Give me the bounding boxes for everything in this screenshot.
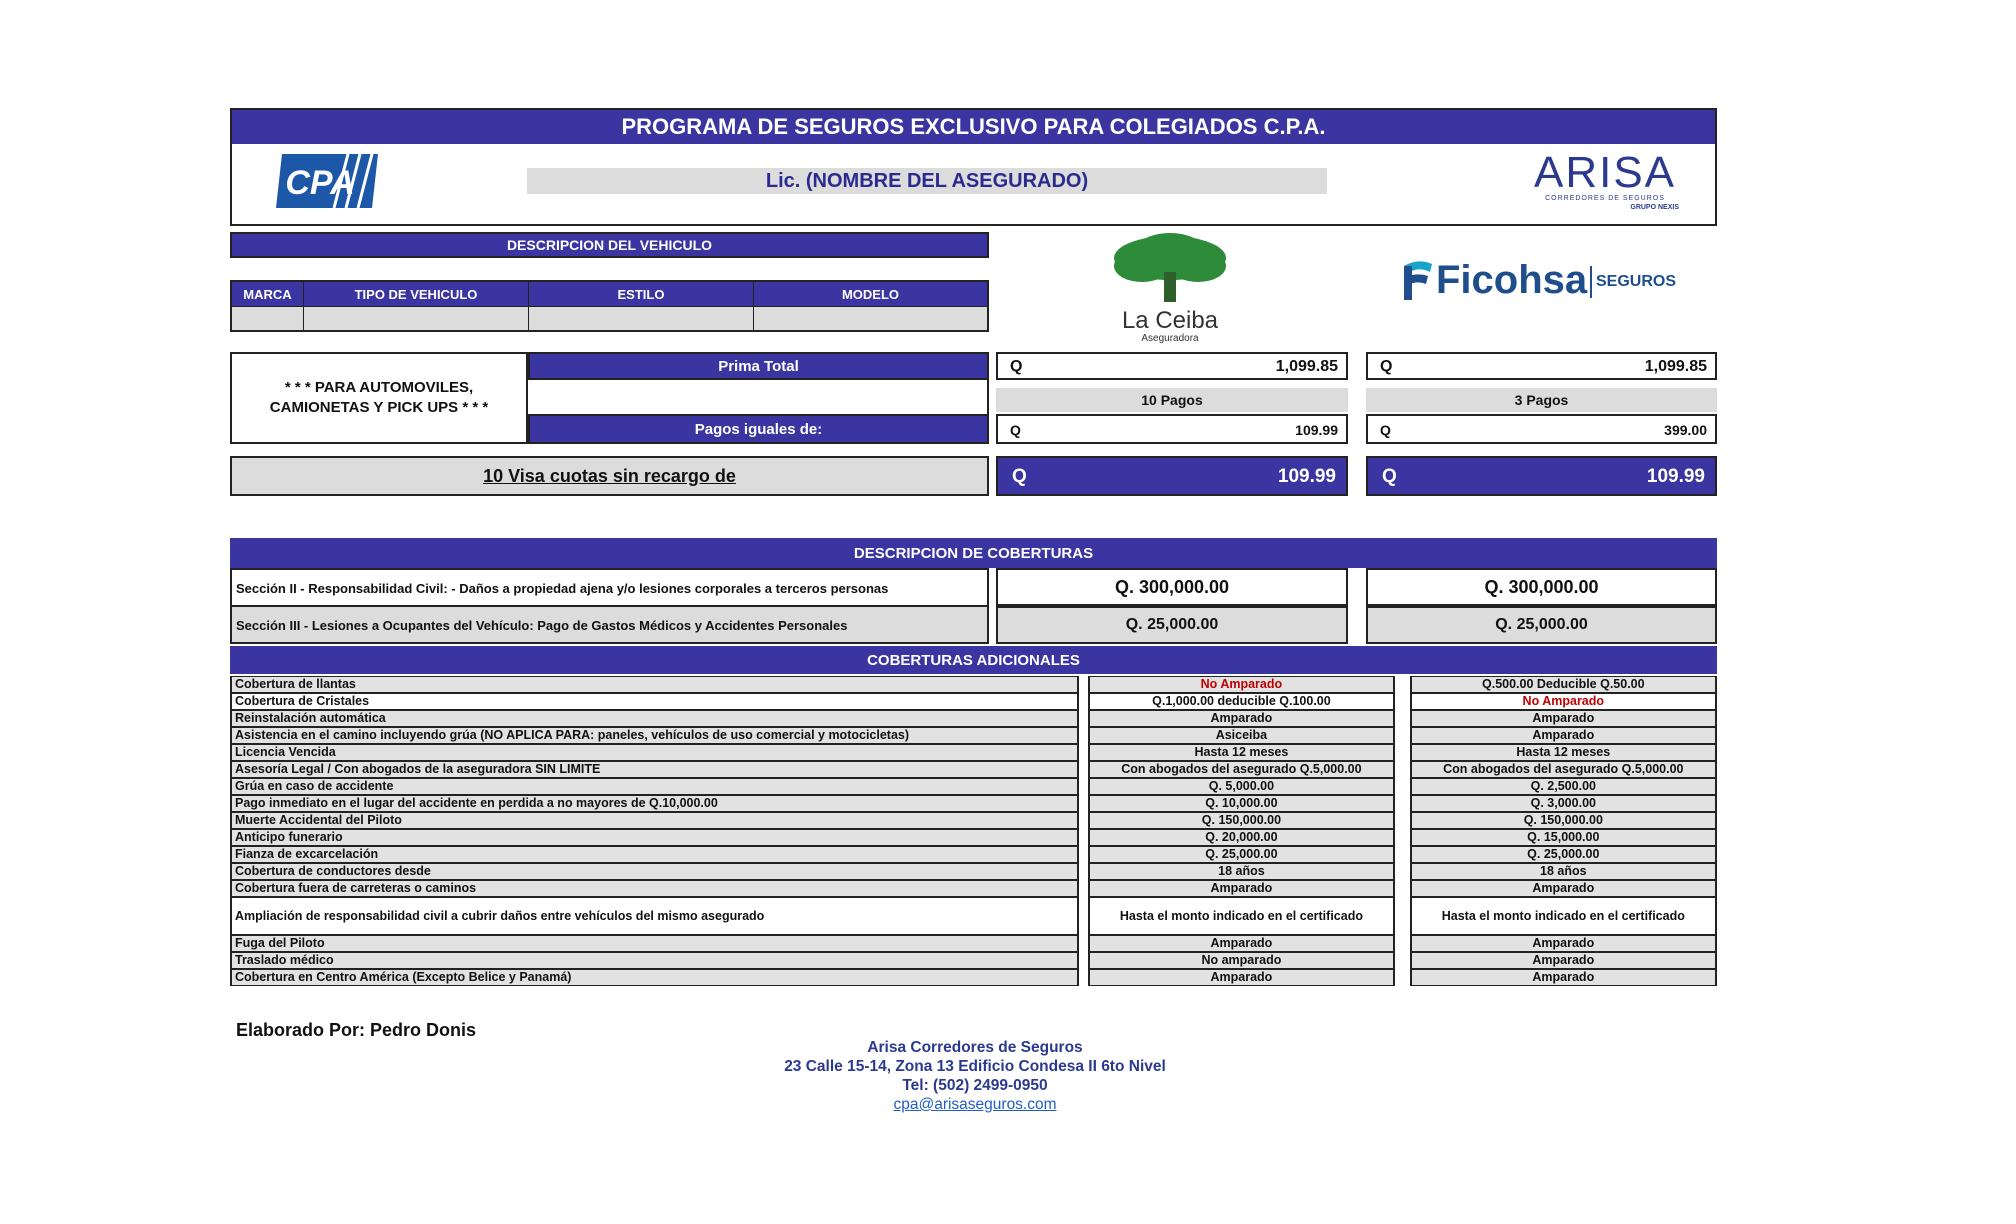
adicional-row bbox=[230, 727, 1717, 744]
pago-a-value: 109.99 bbox=[1295, 422, 1338, 438]
cobertura-label: Sección II - Responsabilidad Civil: - Daños a propiedad ajena y/o lesiones corporales a terceros personas bbox=[230, 568, 989, 606]
adicional-label: Cobertura de conductores desde bbox=[230, 863, 1079, 880]
arisa-logo-text: ARISA bbox=[1533, 148, 1677, 197]
column-gap bbox=[1079, 969, 1088, 986]
footer-company: Arisa Corredores de Seguros bbox=[867, 1039, 1083, 1056]
column-gap bbox=[1079, 727, 1088, 744]
pago-b bbox=[1366, 414, 1717, 444]
col-estilo: ESTILO bbox=[529, 282, 754, 306]
footer-email[interactable]: cpa@arisaseguros.com bbox=[893, 1096, 1057, 1113]
column-gap bbox=[1395, 812, 1410, 829]
column-gap bbox=[1395, 710, 1410, 727]
column-gap bbox=[1395, 693, 1410, 710]
page-title: PROGRAMA DE SEGUROS EXCLUSIVO PARA COLEGIADOS C.P.A. bbox=[232, 110, 1715, 144]
la-ceiba-name: La Ceiba bbox=[1121, 307, 1219, 334]
ficohsa-divider bbox=[1590, 266, 1592, 298]
adicional-value-a: Q.1,000.00 deducible Q.100.00 bbox=[1088, 693, 1395, 710]
adicional-value-b: Q. 2,500.00 bbox=[1410, 778, 1717, 795]
arisa-logo-sub: CORREDORES DE SEGUROS bbox=[1545, 195, 1665, 202]
adicional-row bbox=[230, 761, 1717, 778]
adicional-row bbox=[230, 693, 1717, 710]
adicional-row bbox=[230, 778, 1717, 795]
adicional-value-a: Amparado bbox=[1088, 880, 1395, 897]
adicional-row bbox=[230, 952, 1717, 969]
column-gap bbox=[1395, 778, 1410, 795]
prima-a-currency: Q bbox=[1010, 358, 1023, 375]
visa-label-box bbox=[230, 456, 989, 496]
la-ceiba-sub: Aseguradora bbox=[1141, 333, 1199, 344]
adicional-value-a: Con abogados del asegurado Q.5,000.00 bbox=[1088, 761, 1395, 778]
column-gap bbox=[1395, 744, 1410, 761]
column-gap bbox=[1079, 846, 1088, 863]
column-gap bbox=[1079, 935, 1088, 952]
adicional-row bbox=[230, 863, 1717, 880]
cobertura-label: Sección III - Lesiones a Ocupantes del Vehículo: Pago de Gastos Médicos y Accidentes Personales bbox=[230, 606, 989, 644]
pago-b-currency: Q bbox=[1380, 422, 1391, 438]
adicional-value-b: No Amparado bbox=[1410, 693, 1717, 710]
adicional-label: Pago inmediato en el lugar del accidente en perdida a no mayores de Q.10,000.00 bbox=[230, 795, 1079, 812]
ficohsa-mark-icon bbox=[1400, 258, 1434, 302]
cobertura-value-a: Q. 25,000.00 bbox=[996, 606, 1348, 644]
adicional-value-a: No amparado bbox=[1088, 952, 1395, 969]
adicional-row bbox=[230, 676, 1717, 693]
cpa-logo bbox=[268, 150, 388, 212]
adicional-value-b: Con abogados del asegurado Q.5,000.00 bbox=[1410, 761, 1717, 778]
plan-a: 10 Pagos bbox=[996, 388, 1348, 412]
adicional-label: Anticipo funerario bbox=[230, 829, 1079, 846]
cobertura-value-b: Q. 25,000.00 bbox=[1366, 606, 1717, 644]
adicional-value-a: Hasta el monto indicado en el certificado bbox=[1088, 897, 1395, 935]
adicional-value-a: Q. 150,000.00 bbox=[1088, 812, 1395, 829]
cobertura-value-a: Q. 300,000.00 bbox=[996, 568, 1348, 606]
footer-phone: Tel: (502) 2499-0950 bbox=[902, 1077, 1048, 1094]
adicional-label: Licencia Vencida bbox=[230, 744, 1079, 761]
adicional-row bbox=[230, 795, 1717, 812]
footer-address: 23 Calle 15-14, Zona 13 Edificio Condesa II 6to Nivel bbox=[784, 1058, 1166, 1075]
arisa-logo bbox=[1525, 148, 1685, 214]
adicional-label: Cobertura fuera de carreteras o caminos bbox=[230, 880, 1079, 897]
adicional-value-b: Q.500.00 Deducible Q.50.00 bbox=[1410, 676, 1717, 693]
col-modelo: MODELO bbox=[754, 282, 987, 306]
adicional-value-a: Q. 10,000.00 bbox=[1088, 795, 1395, 812]
la-ceiba-logo bbox=[1100, 232, 1240, 342]
adicional-value-a: Amparado bbox=[1088, 710, 1395, 727]
adicional-value-a: Amparado bbox=[1088, 969, 1395, 986]
column-gap bbox=[1395, 761, 1410, 778]
vehicle-section-title: DESCRIPCION DEL VEHICULO bbox=[230, 232, 989, 258]
column-gap bbox=[1079, 710, 1088, 727]
adicional-label: Cobertura de llantas bbox=[230, 676, 1079, 693]
adicional-value-a: 18 años bbox=[1088, 863, 1395, 880]
adicional-row bbox=[230, 710, 1717, 727]
adicional-value-a: Q. 25,000.00 bbox=[1088, 846, 1395, 863]
visa-b bbox=[1366, 456, 1717, 496]
column-gap bbox=[1079, 761, 1088, 778]
column-gap bbox=[1395, 880, 1410, 897]
column-gap bbox=[1079, 863, 1088, 880]
column-gap bbox=[1395, 863, 1410, 880]
tree-icon bbox=[1100, 232, 1240, 304]
pago-a bbox=[996, 414, 1348, 444]
adicional-label: Muerte Accidental del Piloto bbox=[230, 812, 1079, 829]
visa-a-value: 109.99 bbox=[1277, 466, 1336, 487]
adicional-label: Asistencia en el camino incluyendo grúa (NO APLICA PARA: paneles, vehículos de uso comercial y motocicletas) bbox=[230, 727, 1079, 744]
column-gap bbox=[1079, 812, 1088, 829]
adicional-row bbox=[230, 880, 1717, 897]
prima-a bbox=[996, 352, 1348, 380]
prima-total-label: Prima Total bbox=[528, 352, 989, 380]
adicional-value-b: 18 años bbox=[1410, 863, 1717, 880]
adicional-value-a: Q. 20,000.00 bbox=[1088, 829, 1395, 846]
adicionales-table bbox=[230, 676, 1717, 986]
visa-a bbox=[996, 456, 1348, 496]
adicional-label: Grúa en caso de accidente bbox=[230, 778, 1079, 795]
adicional-value-b: Hasta 12 meses bbox=[1410, 744, 1717, 761]
adicional-value-a: Amparado bbox=[1088, 935, 1395, 952]
col-tipo-vehiculo: TIPO DE VEHICULO bbox=[304, 282, 529, 306]
column-gap bbox=[1395, 952, 1410, 969]
adicional-value-b: Amparado bbox=[1410, 969, 1717, 986]
prima-spacer bbox=[528, 380, 989, 414]
column-gap bbox=[1079, 795, 1088, 812]
column-gap bbox=[1395, 935, 1410, 952]
column-gap bbox=[1395, 727, 1410, 744]
adicional-value-b: Amparado bbox=[1410, 710, 1717, 727]
ficohsa-logo bbox=[1400, 256, 1677, 316]
prima-b-currency: Q bbox=[1380, 358, 1393, 375]
adicional-value-b: Q. 15,000.00 bbox=[1410, 829, 1717, 846]
adicional-label: Cobertura de Cristales bbox=[230, 693, 1079, 710]
column-gap bbox=[1395, 846, 1410, 863]
pago-a-currency: Q bbox=[1010, 422, 1021, 438]
estilo-field[interactable] bbox=[529, 306, 754, 330]
adicional-value-b: Amparado bbox=[1410, 727, 1717, 744]
adicional-label: Traslado médico bbox=[230, 952, 1079, 969]
column-gap bbox=[1079, 952, 1088, 969]
adicional-value-b: Q. 150,000.00 bbox=[1410, 812, 1717, 829]
adicional-value-b: Amparado bbox=[1410, 952, 1717, 969]
adicional-row bbox=[230, 935, 1717, 952]
column-gap bbox=[1079, 897, 1088, 935]
column-gap bbox=[1395, 795, 1410, 812]
ficohsa-name: Ficohsa bbox=[1436, 258, 1588, 302]
column-gap bbox=[1079, 693, 1088, 710]
adicional-label: Fuga del Piloto bbox=[230, 935, 1079, 952]
arisa-logo-sub2: GRUPO NEXIS bbox=[1630, 204, 1679, 211]
adicional-value-b: Amparado bbox=[1410, 935, 1717, 952]
ficohsa-sub: SEGUROS bbox=[1596, 273, 1677, 290]
column-gap bbox=[1079, 829, 1088, 846]
adicional-value-a: Q. 5,000.00 bbox=[1088, 778, 1395, 795]
vehicle-table bbox=[230, 280, 989, 332]
column-gap bbox=[1079, 676, 1088, 693]
column-gap bbox=[1079, 778, 1088, 795]
adicional-row bbox=[230, 829, 1717, 846]
adicional-label: Asesoría Legal / Con abogados de la aseguradora SIN LIMITE bbox=[230, 761, 1079, 778]
plan-b: 3 Pagos bbox=[1366, 388, 1717, 412]
adicional-row bbox=[230, 812, 1717, 829]
pago-b-value: 399.00 bbox=[1664, 422, 1707, 438]
cobertura-row bbox=[230, 568, 1717, 606]
cobertura-row bbox=[230, 606, 1717, 644]
footer-block bbox=[700, 1038, 1250, 1114]
adicional-value-b: Q. 3,000.00 bbox=[1410, 795, 1717, 812]
visa-label: 10 Visa cuotas sin recargo de bbox=[483, 465, 736, 486]
adicionales-title: COBERTURAS ADICIONALES bbox=[230, 646, 1717, 674]
svg-text:CPA: CPA bbox=[285, 164, 355, 202]
visa-b-currency: Q bbox=[1382, 466, 1397, 487]
adicional-value-b: Hasta el monto indicado en el certificado bbox=[1410, 897, 1717, 935]
prima-a-value: 1,099.85 bbox=[1275, 358, 1338, 375]
col-marca: MARCA bbox=[232, 282, 304, 306]
column-gap bbox=[1395, 676, 1410, 693]
adicional-row bbox=[230, 846, 1717, 863]
adicional-row bbox=[230, 969, 1717, 986]
adicional-value-b: Amparado bbox=[1410, 880, 1717, 897]
prepared-by: Elaborado Por: Pedro Donis bbox=[236, 1020, 477, 1040]
adicional-value-a: Hasta 12 meses bbox=[1088, 744, 1395, 761]
adicional-label: Cobertura en Centro América (Excepto Belice y Panamá) bbox=[230, 969, 1079, 986]
adicional-row bbox=[230, 897, 1717, 935]
coberturas-title: DESCRIPCION DE COBERTURAS bbox=[230, 538, 1717, 568]
visa-a-currency: Q bbox=[1012, 466, 1027, 487]
cobertura-value-b: Q. 300,000.00 bbox=[1366, 568, 1717, 606]
vehicle-type-note: * * * PARA AUTOMOVILES, CAMIONETAS Y PICK UPS * * * bbox=[230, 352, 528, 444]
column-gap bbox=[1395, 829, 1410, 846]
column-gap bbox=[1079, 880, 1088, 897]
prima-b-value: 1,099.85 bbox=[1644, 358, 1707, 375]
visa-b-value: 109.99 bbox=[1646, 466, 1705, 487]
adicional-row bbox=[230, 744, 1717, 761]
tipo-field[interactable] bbox=[304, 306, 529, 330]
modelo-field[interactable] bbox=[754, 306, 987, 330]
marca-field[interactable] bbox=[232, 306, 304, 330]
prima-b bbox=[1366, 352, 1717, 380]
adicional-value-a: No Amparado bbox=[1088, 676, 1395, 693]
pagos-iguales-label: Pagos iguales de: bbox=[528, 414, 989, 444]
column-gap bbox=[1079, 744, 1088, 761]
adicional-label: Ampliación de responsabilidad civil a cubrir daños entre vehículos del mismo asegurado bbox=[230, 897, 1079, 935]
adicional-label: Fianza de excarcelación bbox=[230, 846, 1079, 863]
column-gap bbox=[1395, 969, 1410, 986]
insured-name[interactable]: Lic. (NOMBRE DEL ASEGURADO) bbox=[527, 168, 1327, 194]
column-gap bbox=[1395, 897, 1410, 935]
adicional-value-a: Asiceiba bbox=[1088, 727, 1395, 744]
adicional-label: Reinstalación automática bbox=[230, 710, 1079, 727]
adicional-value-b: Q. 25,000.00 bbox=[1410, 846, 1717, 863]
